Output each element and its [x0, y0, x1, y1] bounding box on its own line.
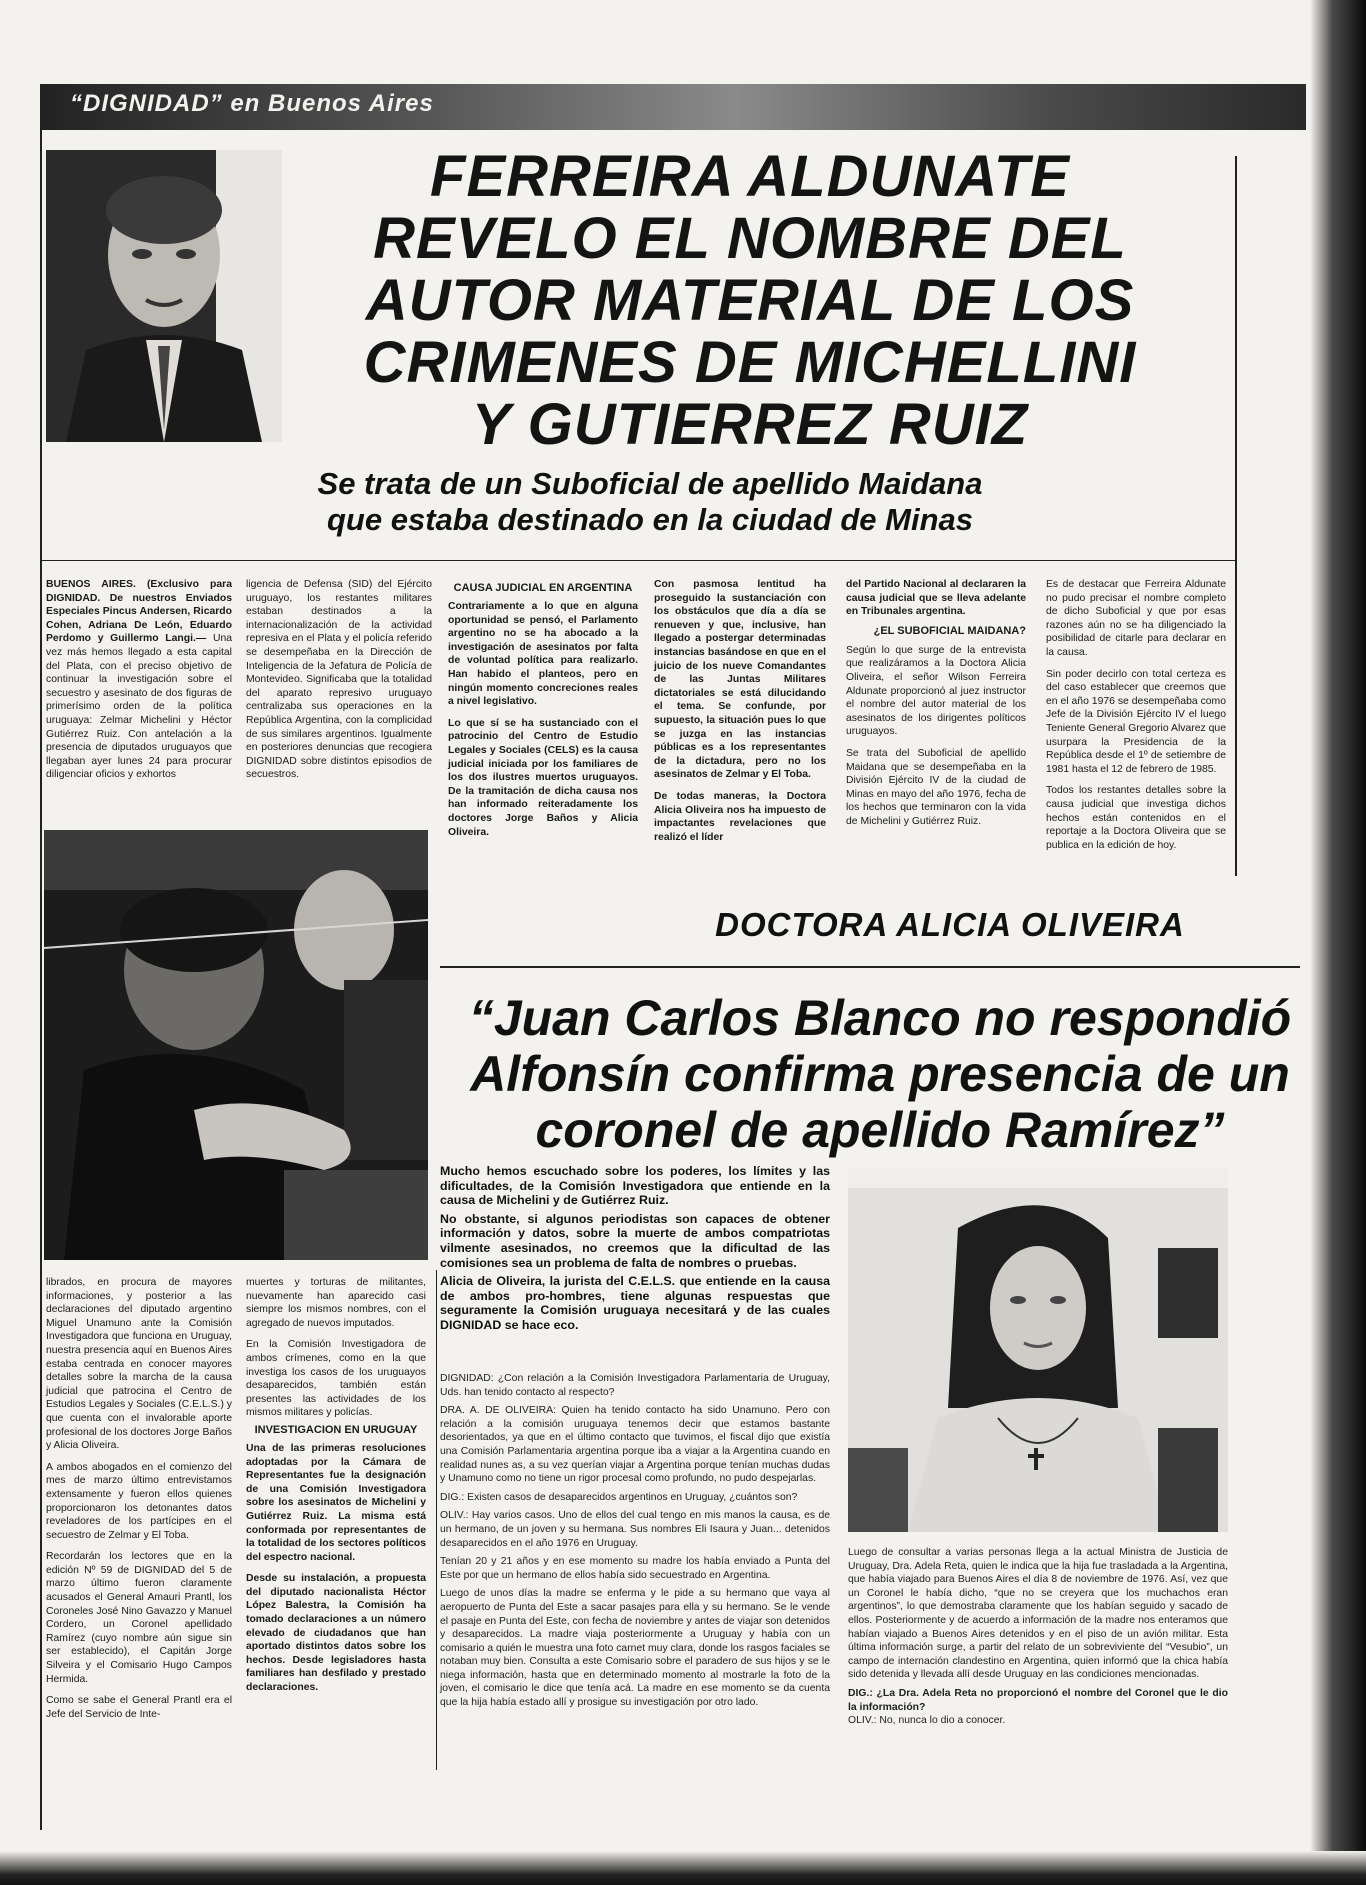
headline-line: Y GUTIERREZ RUIZ [471, 392, 1029, 457]
headline-line: REVELO EL NOMBRE DEL [373, 206, 1127, 271]
subheadline [150, 466, 1150, 538]
col-text: De todas maneras, la Doctora Alicia Oliveira nos ha impuesto de impactantes revelaciones que realizó el líder [654, 790, 826, 843]
portrait-photo-oliveira [848, 1168, 1228, 1532]
col-text: librados, en procura de mayores informaciones, y posterior a las declaraciones del diputado argentino Miguel Unamuno ante la Comisión Investigadora que funciona en Uruguay, nuestra presencia aquí en Buenos Aires estaba centrada en conocer mayores detalles sobre la marcha de la causa judicial que patrocina el Centro de Estudios Legales y Sociales (C.E.L.S.) y que cuenta con el invalorable aporte profesional de los doctores Jorge Baños y Alicia Oliveira. [46, 1277, 232, 1452]
article1-col1 [46, 578, 232, 782]
section-title-rule [440, 966, 1300, 968]
col-text: muertes y torturas de militantes, nuevamente han aparecido casi siempre los mismos nombres, con el agregado de nuevos imputados. [246, 1277, 426, 1329]
section-banner-label: “DIGNIDAD” en Buenos Aires [70, 90, 434, 117]
article1-col2-continued [246, 1276, 426, 1695]
qa-paragraph: DIG.: Existen casos de desaparecidos argentinos en Uruguay, ¿cuántos son? [440, 1491, 798, 1503]
qa-paragraph: DRA. A. DE OLIVEIRA: Quien ha tenido contacto ha sido Unamuno. Pero con relación a la comisión uruguaya tenemos decir que estamos bastante desorientados, ya que en el último contacto que tuvimos, el fiscal dijo que existía una Comisión Parlamentaria argentina porque iba a viajar a la Argentina cuando en realidad nunes as, a su vez querían viajar a Argentina porque tenían muchas dudas y Unamuno como no tiene un rigor procesal como profundo, no pudo despejarlas. [440, 1405, 830, 1485]
headline-line: CRIMENES DE MICHELLINI [363, 330, 1137, 395]
lead-paragraph: Alicia de Oliveira, la jurista del C.E.L.S. que entiende en la causa de ambos pro-hombres, tiene algunas respuestas que seguramente la Comisión uruguaya necesitará y de las cuales DIGNIDAD se hace eco. [440, 1274, 830, 1332]
interview-right-column [848, 1546, 1228, 1728]
lead-paragraph: No obstante, si algunos periodistas son capaces de obtener información y datos, sobre la muerte de ambos compatriotas vilmente asesinados, no creemos que la dificultad de las comisiones sea un problema de falta de nombres o pruebas. [440, 1211, 830, 1270]
col-text: Lo que sí se ha sustanciado con el patrocinio del Centro de Estudio Legales y Sociales (CELS) es la causa judicial iniciada por los familiares de los dos ilustres muertos uruguayos. De la tramitación de dicha causa nos han informado reiteradamente los doctores Jorge Baños y Alicia Oliveira. [448, 717, 638, 838]
col-text: ligencia de Defensa (SID) del Ejército uruguayo, los restantes militares estaban destinados a la internacionalización de la actividad represiva en el Plata y el policía referido se desempeñaba en la Dirección de Inteligencia de la Jefatura de Policía de Montevideo. Significaba que la totalidad del aparato represivo uruguayo centralizaba sus operaciones en la República Argentina, con la complicidad de sus similares argentinos. Igualmente en posteriores denuncias que recogiera DIGNIDAD sobre distintos episodios de secuestros. [246, 579, 432, 781]
col-text: A ambos abogados en el comienzo del mes de marzo último entrevistamos extensamente y fueron ellos quienes proporcionaron los detonantes datos reveladores de los partícipes en el secuestro de Zelmar y El Toba. [46, 1461, 232, 1541]
interview-qa [440, 1372, 830, 1710]
col-text: En la Comisión Investigadora de ambos crímenes, como en la que investiga los casos de los uruguayos desaparecidos, también están presentes las actividades de los mismos militares y policías. [246, 1339, 426, 1419]
article-divider [40, 560, 1237, 561]
column-rule [436, 1270, 437, 1770]
col-text: del Partido Nacional al declararen la causa judicial que se lleva adelante en Tribunales argentina. [846, 579, 1026, 618]
col-text: Como se sabe el General Prantl era el Jefe del Servicio de Inte- [46, 1695, 232, 1720]
article1-col4 [654, 578, 826, 844]
subheadline-line: que estaba destinado en la ciudad de Minas [327, 502, 973, 537]
subsection-heading-suboficial: ¿EL SUBOFICIAL MAIDANA? [873, 624, 1026, 637]
quote-line: “Juan Carlos Blanco no respondió [468, 990, 1292, 1046]
qa-paragraph: Luego de consultar a varias personas llega a la actual Ministra de Justicia de Uruguay, Dra. Adela Reta, quien le indica que la hija fue trasladada a la Argentina, que había viajado para Buenos Aires el día 8 de noviembre de 1976. Así, vez que un Coronel le había dicho, “que no se creyera que los muchachos eran argentinos”, lo que demostraba claramente que los habían seguido y sacado de ellos. Posteriormente y de acuerdo a información de la madre nos enteramos que habían viajado a Buenos Aires detenidos y en el piso de un avión militar. Esta última información surge, a partir del relato de un sobreviviente del “Vesubio”, un campo de internación clandestino en Argentina, quien informó que la chica había sido detenida y llevada allí desde Uruguay en las condiciones mencionadas. [848, 1547, 1228, 1681]
article1-col6 [1046, 578, 1226, 852]
article1-col2 [246, 578, 432, 782]
scan-edge-shadow [1310, 0, 1366, 1885]
col-text: Con pasmosa lentitud ha proseguido la sustanciación con los obstáculos que día a día se renueven y que, inclusive, han llegado a postergar determinadas instancias basándose en que en el juicio de los nueve Comandantes de las Juntas Militares dictatoriales se está dilucidando el tema. Se confunde, por supuesto, la situación pues lo que se juzga en las instancias públicas es a los representantes de la dictadura, pero no los asesinatos de Zelmar y El Toba. [654, 579, 826, 781]
headline-line: AUTOR MATERIAL DE LOS [365, 268, 1135, 333]
section-banner [40, 84, 1306, 130]
col-text: Contrariamente a lo que en alguna oportunidad se pensó, el Parlamento argentino no se ha abocado a la investigación de asesinatos por falta de voluntad política para realizarlo. Han habido el planteos, pero en ningún momento concreciones reales a nivel legislativo. [448, 601, 638, 708]
col-text: Según lo que surge de la entrevista que realizáramos a la Doctora Alicia Oliveira, el señor Wilson Ferreira Aldunate proporcionó al juez instructor el nombre del autor material de los asesinatos de los dirigentes políticos uruguayos. [846, 644, 1026, 738]
col-text: Una vez más hemos llegado a esta capital del Plata, con el preciso objetivo de continuar la investigación sobre el secuestro y asesinato de dos figuras de primerísimo orden de la política uruguaya: Zelmar Michelini y Héctor Gutiérrez Ruiz. Con antelación a la presencia de diputados uruguayos que llegaban ayer lunes 24 para procurar diligenciar oficios y exhortos [46, 633, 232, 781]
qa-paragraph: Luego de unos días la madre se enferma y le pide a su hermano que vaya al aeropuerto de Punta del Este a sacar pasajes para ella y su hermano. Se le vende el pasaje en Punta del Este, con fecha de noviembre y antes de viajar son detenidos y desaparecidos. La madre viaja posteriormente a Uruguay y había con un comisario a quién le muestra una foto carnet muy clara, donde los rasgos faciales se notaban muy bien. Consulta a este Comisario sobre el paradero de sus hijos y se le niega información, hasta que en determinado momento al mostrarle la foto de la joven, el comisario le dice que tenía acá. La madre en ese momento se da cuenta que la hija había estado allí y prosigue su investigación por otro lado. [440, 1588, 830, 1709]
qa-paragraph: OLIV.: No, nunca lo dio a conocer. [848, 1715, 1006, 1727]
main-headline [300, 146, 1200, 456]
col-text: Se trata del Suboficial de apellido Maidana que se desempeñaba en la División Ejército IV de la ciudad de Minas en mayo del año 1976, fecha de los hechos que terminaron con la vida de Michelini y Gutiérrez Ruiz. [846, 747, 1026, 827]
headline-line: FERREIRA ALDUNATE [430, 144, 1070, 209]
qa-paragraph: DIGNIDAD: ¿Con relación a la Comisión Investigadora Parlamentaria de Uruguay, Uds. han tenido contacto al respecto? [440, 1373, 830, 1398]
subheadline-line: Se trata de un Suboficial de apellido Maidana [317, 466, 983, 501]
col-text: Desde su instalación, a propuesta del diputado nacionalista Héctor López Balestra, la Comisión ha tomado declaraciones a un número elevado de ciudadanos que han aportado distintos datos sobre los hechos. Desde legisladores hasta familiares han desfilado y prestado declaraciones. [246, 1573, 426, 1694]
portrait-photo-ferreira [46, 150, 282, 442]
subsection-heading-causa-judicial: CAUSA JUDICIAL EN ARGENTINA [453, 582, 633, 594]
left-frame-rule [40, 130, 42, 1830]
col-text: Una de las primeras resoluciones adoptadas por la Cámara de Representantes fue la designación de una Comisión Investigadora sobre los asesinatos de Michelini y Gutiérrez Ruiz. La misma está conformada por representantes de la totalidad de los sectores políticos del espectro nacional. [246, 1442, 426, 1563]
article1-col5 [846, 578, 1026, 829]
qa-paragraph: OLIV.: Hay varios casos. Uno de ellos del cual tengo en mis manos la causa, es de un hermano, de un joven y su hermana. Sus nombres Eli Isaura y Juan... detenidos desaparecidos en el año 1976 en Uruguay. [440, 1510, 830, 1549]
qa-paragraph: DIG.: ¿La Dra. Adela Reta no proporcionó el nombre del Coronel que le dio la información? [848, 1687, 1228, 1713]
byline: BUENOS AIRES. (Exclusivo para DIGNIDAD. De nuestros Enviados Especiales Pincus Andersen, Ricardo Cohen, Adriana De León, Eduardo Perdomo y Guillermo Langi.— [46, 579, 232, 645]
col-text: Recordarán los lectores que en la edición Nº 59 de DIGNIDAD del 5 de marzo último fueron claramente acusados el General Amauri Prantl, los Coroneles José Nino Gavazzo y Manuel Cordero, un Coronel apellidado Ramírez (cuyo nombre aún sigue sin ser establecido), el Capitán Jorge Silveira y el Comisario Hugo Campos Hermida. [46, 1551, 232, 1685]
scan-bottom-shadow [0, 1851, 1366, 1885]
quote-line: Alfonsín confirma presencia de un [470, 1046, 1290, 1102]
article1-col1-continued [46, 1276, 232, 1721]
interview-lead [440, 1164, 830, 1333]
quote-line: coronel de apellido Ramírez” [535, 1102, 1225, 1158]
section-title-oliveira: DOCTORA ALICIA OLIVEIRA [715, 906, 1185, 943]
right-column-rule [1235, 156, 1237, 876]
col-text: Todos los restantes detalles sobre la causa judicial que investiga dichos hechos están contenidos en el reportaje a la Doctora Oliveira que se publica en la edición de hoy. [1046, 785, 1226, 851]
qa-paragraph: Tenían 20 y 21 años y en ese momento su madre los había enviado a Punta del Este por que un hermano de ellos había sido secuestrado en Argentina. [440, 1556, 830, 1581]
col-text: Es de destacar que Ferreira Aldunate no pudo precisar el nombre completo de dicho Suboficial y que por esas razones aún no se ha diligenciado la posibilidad de citarle para declarar en la causa. [1046, 579, 1226, 658]
lead-paragraph: Mucho hemos escuchado sobre los poderes, los límites y las dificultades, de la Comisión Investigadora que entiende en la causa de Michelini y de Gutiérrez Ruiz. [440, 1164, 830, 1208]
article1-col3 [448, 578, 638, 839]
subsection-heading-uruguay: INVESTIGACION EN URUGUAY [254, 1423, 418, 1436]
press-conference-photo [44, 830, 428, 1260]
interview-quote-headline [440, 990, 1320, 1158]
col-text: Sin poder decirlo con total certeza es del caso establecer que creemos que en el año 1976 se desempeñaba como Jefe de la División Ejército IV el luego Teniente General Gregorio Alvarez que usurpara la Presidencia de la República desde el 1º de setiembre de 1981 hasta el 12 de febrero de 1985. [1046, 668, 1226, 775]
